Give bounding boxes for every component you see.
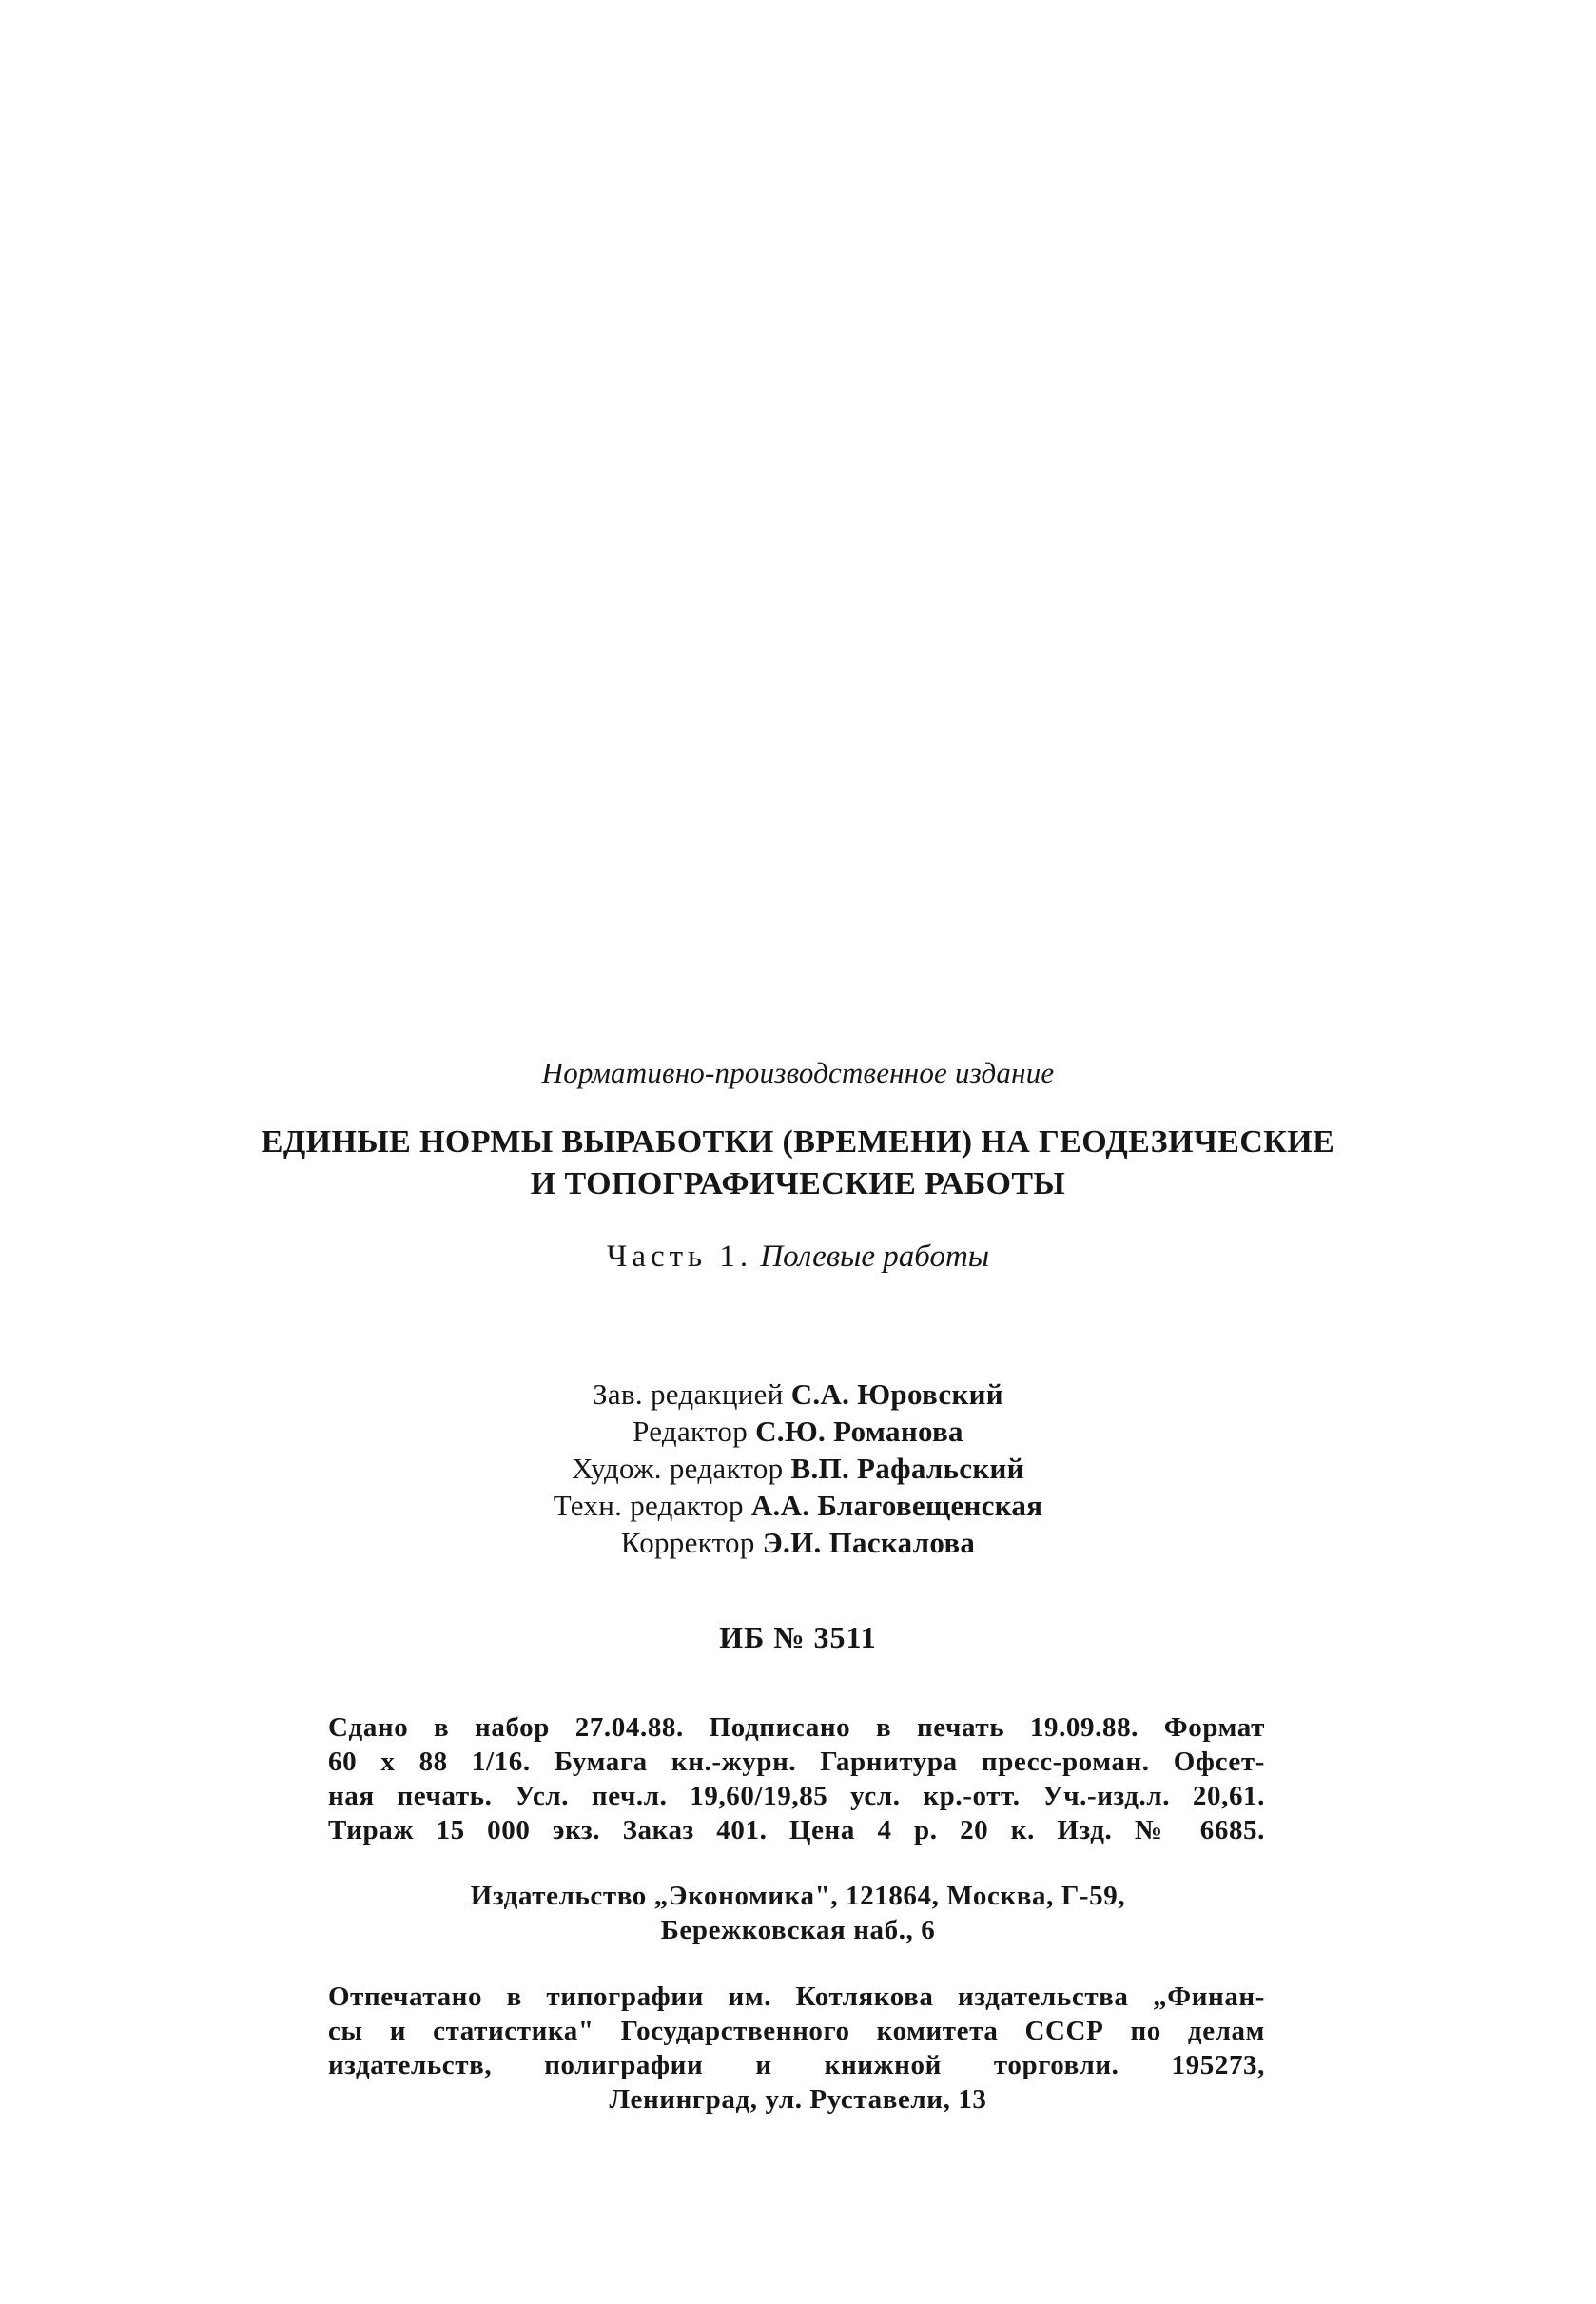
staff-role: Корректор <box>620 1526 755 1559</box>
print-details-line: 60 х 88 1/16. Бумага кн.-журн. Гарнитура пресс-роман. Офсет- <box>328 1747 1265 1777</box>
staff-role: Техн. редактор <box>553 1489 744 1522</box>
staff-person: В.П. Рафальский <box>790 1452 1024 1485</box>
publisher-line: Бережковская наб., 6 <box>660 1915 936 1945</box>
staff-person: С.А. Юровский <box>790 1377 1003 1411</box>
title-line-1: ЕДИНЫЕ НОРМЫ ВЫРАБОТКИ (ВРЕМЕНИ) НА ГЕОДЕЗИЧЕСКИЕ <box>261 1124 1335 1160</box>
ib-number: ИБ № 3511 <box>719 1620 877 1654</box>
printer-line: сы и статистика" Государственного комитета СССР по делам <box>328 2016 1265 2046</box>
print-details-line: ная печать. Усл. печ.л. 19,60/19,85 усл. кр.-отт. Уч.-изд.л. 20,61. <box>328 1781 1265 1811</box>
staff-line <box>0 1528 1596 1557</box>
staff-person: А.А. Благовещенская <box>750 1489 1043 1522</box>
printer-line: издательств, полиграфии и книжной торговли. 195273, <box>328 2050 1265 2080</box>
staff-line <box>0 1379 1596 1409</box>
publisher-line: Издательство „Экономика", 121864, Москва, Г-59, <box>470 1881 1126 1911</box>
staff-role: Худож. редактор <box>572 1452 784 1485</box>
printer-line: Отпечатано в типографии им. Котлякова издательства „Финан- <box>328 1982 1265 2012</box>
printer-line: Ленинград, ул. Руставели, 13 <box>609 2084 987 2115</box>
staff-role: Зав. редакцией <box>593 1377 784 1411</box>
print-details-line: Тираж 15 000 экз. Заказ 401. Цена 4 р. 20 к. Изд. № 6685. <box>328 1815 1265 1845</box>
staff-line <box>0 1416 1596 1446</box>
staff-person: С.Ю. Романова <box>755 1415 963 1448</box>
part-line <box>0 1241 1596 1273</box>
part-name: Полевые работы <box>760 1240 990 1274</box>
staff-line <box>0 1454 1596 1483</box>
title-line-2: И ТОПОГРАФИЧЕСКИЕ РАБОТЫ <box>530 1166 1066 1201</box>
print-details-line: Сдано в набор 27.04.88. Подписано в печать 19.09.88. Формат <box>328 1712 1265 1743</box>
edition-type: Нормативно-производственное издание <box>541 1056 1055 1089</box>
staff-person: Э.И. Паскалова <box>762 1526 976 1559</box>
part-label: Часть 1. <box>606 1240 753 1274</box>
staff-role: Редактор <box>633 1415 749 1448</box>
staff-line <box>0 1491 1596 1520</box>
